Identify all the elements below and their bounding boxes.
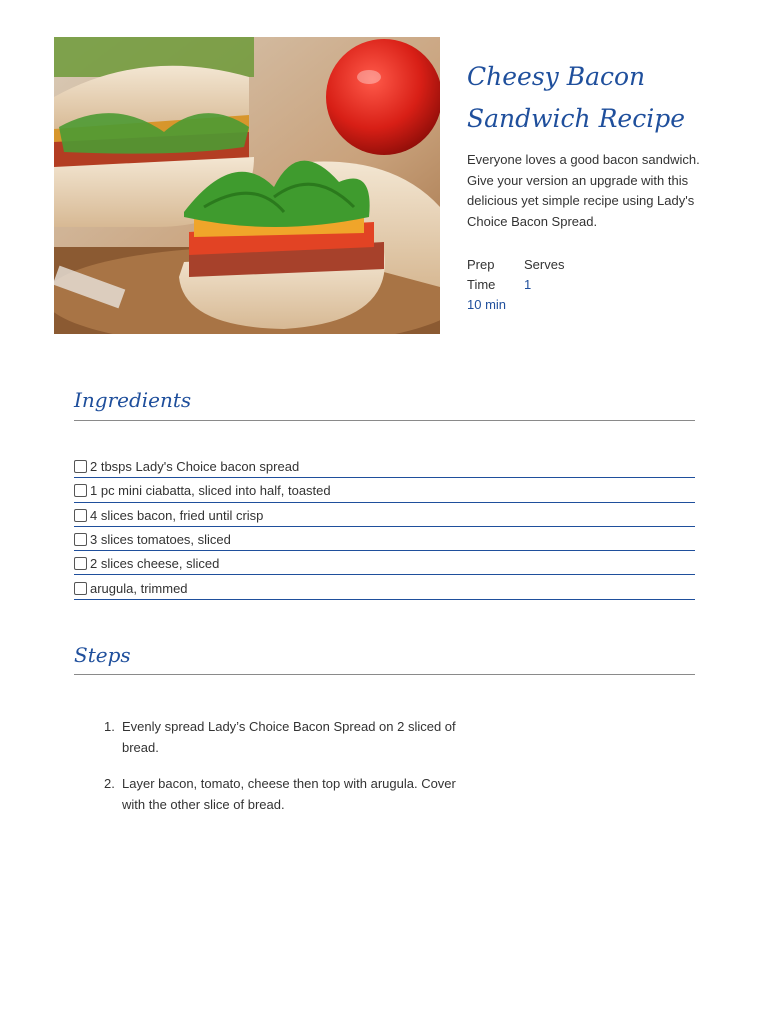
ingredient-label: 3 slices tomatoes, sliced: [90, 532, 231, 548]
step-item: [104, 716, 474, 758]
steps-heading: Steps: [74, 643, 131, 667]
step-number: 2.: [104, 776, 115, 791]
step-text: Layer bacon, tomato, cheese then top with arugula. Cover with the other slice of bread.: [122, 776, 456, 812]
ingredients-list: [74, 454, 695, 600]
ingredient-checkbox[interactable]: [74, 582, 87, 595]
ingredient-item: [74, 478, 695, 502]
prep-time: [467, 255, 517, 315]
steps-list: [104, 716, 474, 830]
prep-value: 10 min: [467, 297, 507, 312]
ingredient-item: [74, 575, 695, 599]
serves: [524, 255, 584, 295]
hero-photo: [54, 37, 440, 334]
recipe-title: Cheesy Bacon Sandwich Recipe: [467, 62, 685, 133]
serves-value: 1: [524, 277, 532, 292]
step-item: [104, 773, 474, 815]
sandwich-image: [54, 37, 440, 334]
ingredient-label: 2 slices cheese, sliced: [90, 556, 220, 572]
ingredient-label: 2 tbsps Lady's Choice bacon spread: [90, 459, 300, 475]
ingredients-heading: Ingredients: [74, 388, 192, 412]
ingredient-item: [74, 551, 695, 575]
ingredient-item: [74, 527, 695, 551]
ingredient-label: 1 pc mini ciabatta, sliced into half, toasted: [90, 483, 331, 499]
step-text: Evenly spread Lady’s Choice Bacon Spread on 2 sliced of bread.: [122, 719, 456, 755]
ingredient-label: arugula, trimmed: [90, 580, 188, 596]
ingredient-checkbox[interactable]: [74, 460, 87, 473]
ingredient-item: [74, 503, 695, 527]
step-number: 1.: [104, 719, 115, 734]
serves-label: Serves: [524, 257, 565, 272]
ingredient-checkbox[interactable]: [74, 509, 87, 522]
prep-label-line2: Time: [467, 277, 496, 292]
ingredient-item: [74, 454, 695, 478]
steps-divider: [74, 674, 695, 675]
ingredient-checkbox[interactable]: [74, 557, 87, 570]
ingredient-label: 4 slices bacon, fried until crisp: [90, 507, 264, 523]
ingredient-checkbox[interactable]: [74, 484, 87, 497]
prep-label-line1: Prep: [467, 257, 495, 272]
ingredients-divider: [74, 420, 695, 421]
recipe-intro: Everyone loves a good bacon sandwich. Give your version an upgrade with this delicious yet simple recipe using Lady's Choice Bacon Spread.: [467, 152, 700, 229]
ingredient-checkbox[interactable]: [74, 533, 87, 546]
